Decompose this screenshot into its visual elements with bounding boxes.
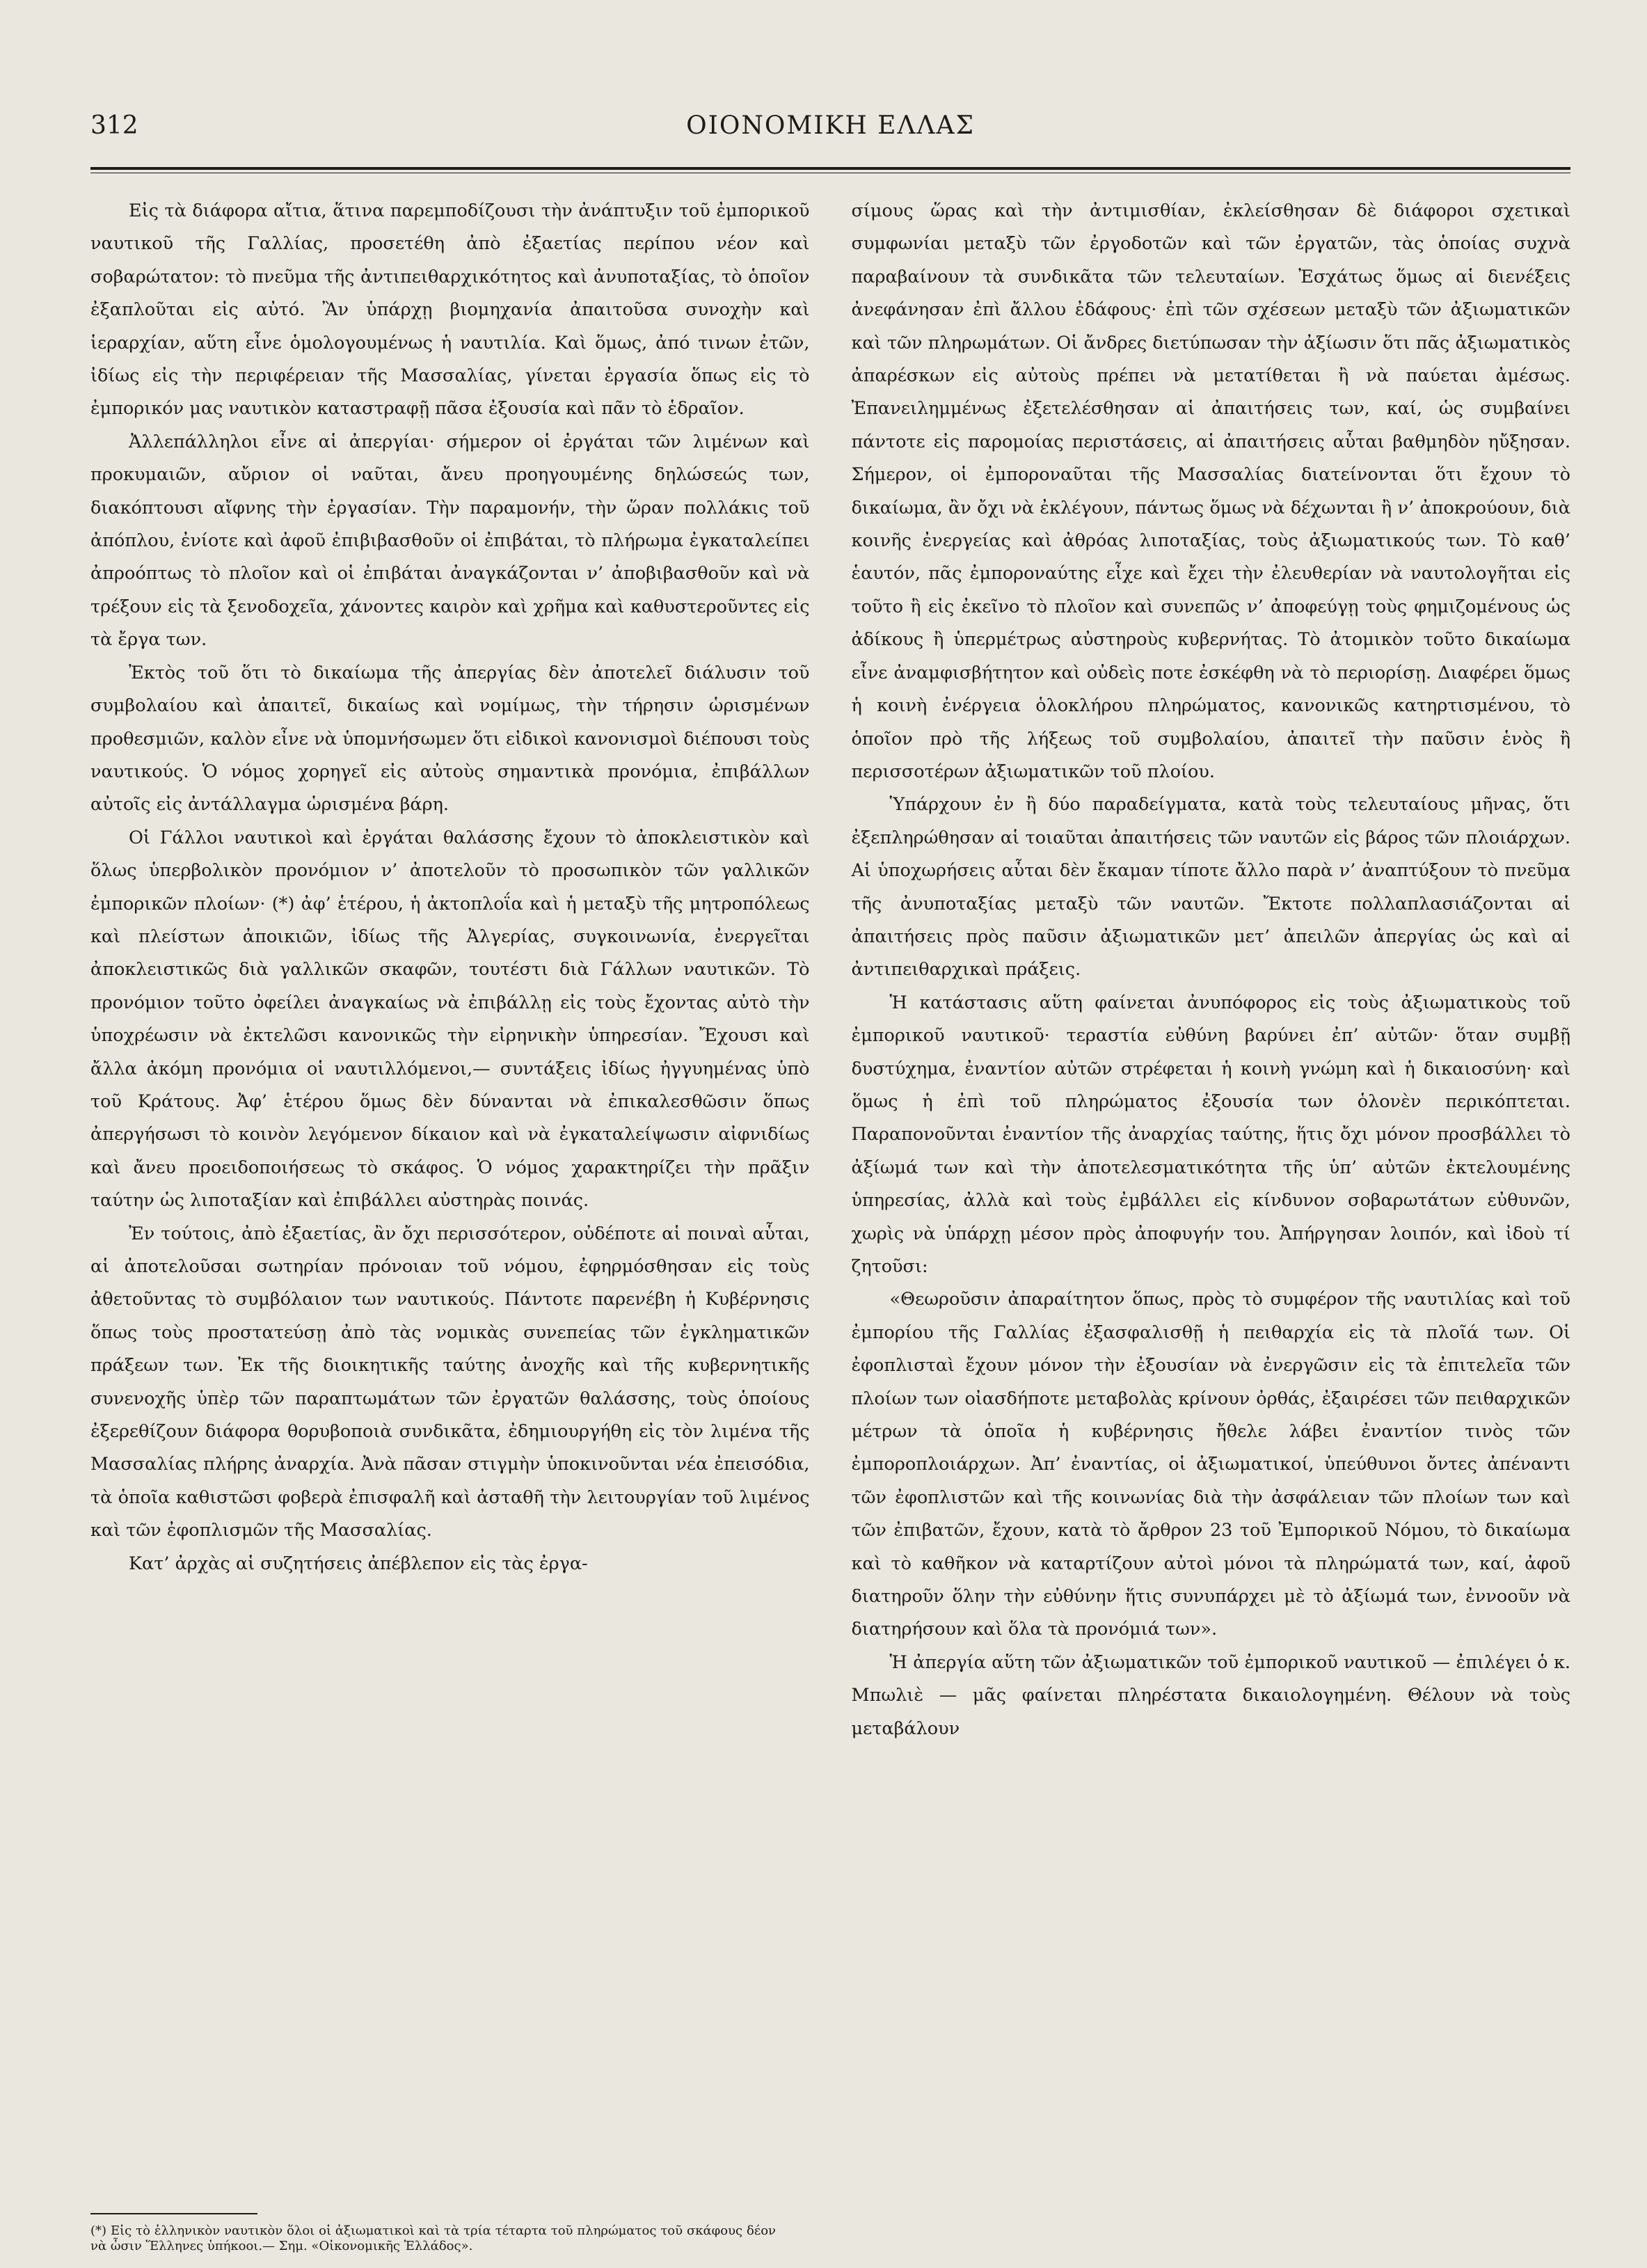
footnote-rule: [90, 2213, 257, 2214]
paragraph: Ἡ ἀπεργία αὕτη τῶν ἀξιωματικῶν τοῦ ἐμπορικοῦ ναυτικοῦ — ἐπιλέγει ὁ κ. Μπωλιὲ — μᾶς φαίνεται πληρέστατα δικαιολογημένη. Θέλουν νὰ τοὺς μεταβάλουν: [851, 1651, 1570, 1739]
paragraph: Ἐν τούτοις, ἀπὸ ἐξαετίας, ἂν ὄχι περισσότερον, οὐδέποτε αἱ ποιναὶ αὗται, αἱ ἀποτελοῦσαι σωτηρίαν πρόνοιαν τοῦ νόμου, ἐφηρμόσθησαν εἰς τοὺς ἀθετοῦντας τὸ συμβόλαιον των ναυτικούς. Πάντοτε παρενέβη ἡ Κυβέρνησις ὅπως τοὺς προστατεύσῃ ἀπὸ τὰς νομικὰς συνεπείας τῶν ἐγκληματικῶν πράξεων των. Ἐκ τῆς διοικητικῆς ταύτης ἀνοχῆς καὶ τῆς κυβερνητικῆς συνενοχῆς ὑπὲρ τῶν παραπτωμάτων τῶν ἐργατῶν θαλάσσης, τοὺς ὁποίους ἐξερεθίζουν διάφορα θορυβοποιὰ συνδικᾶτα, ἐδημιουργήθη εἰς τὸν λιμένα τῆς Μασσαλίας πλήρης ἀναρχία. Ἀνὰ πᾶσαν στιγμὴν ὑποκινοῦνται νέα ἐπεισόδια, τὰ ὁποῖα καθιστῶσι φοβερὰ ἐπισφαλῆ καὶ ἀσταθῆ τὴν λειτουργίαν τοῦ λιμένος καὶ τῶν ἐφοπλισμῶν τῆς Μασσαλίας.: [90, 1223, 810, 1541]
paragraph: Κατ’ ἀρχὰς αἱ συζητήσεις ἀπέβλεπον εἰς τὰς ἐργα-: [129, 1553, 588, 1574]
footnote: (*) Εἰς τὸ ἑλληνικὸν ναυτικὸν ὅλοι οἱ ἀξιωματικοὶ καὶ τὰ τρία τέταρτα τοῦ πληρώματος τοῦ σκάφους δέον νὰ ὦσιν Ἕλληνες ὑπήκοοι.— Σημ. «Οἰκονομικῆς Ἑλλάδος».: [90, 2223, 776, 2253]
paragraph: Οἱ Γάλλοι ναυτικοὶ καὶ ἐργάται θαλάσσης ἔχουν τὸ ἀποκλειστικὸν καὶ ὅλως ὑπερβολικὸν προνόμιον ν’ ἀποτελοῦν τὸ προσωπικὸν τῶν γαλλικῶν ἐμπορικῶν πλοίων· (*) ἀφ’ ἑτέρου, ἡ ἀκτοπλοΐα καὶ ἡ μεταξὺ τῆς μητροπόλεως καὶ πλείστων ἀποικιῶν, ἰδίως τῆς Ἀλγερίας, συγκοινωνία, ἐνεργεῖται ἀποκλειστικῶς διὰ γαλλικῶν σκαφῶν, τουτέστι διὰ Γάλλων ναυτικῶν. Τὸ προνόμιον τοῦτο ὀφείλει ἀναγκαίως νὰ ἐπιβάλλῃ εἰς τοὺς ἔχοντας αὐτὸ τὴν ὑποχρέωσιν νὰ ἐκτελῶσι κανονικῶς τὴν εἰρηνικὴν ὑπηρεσίαν. Ἔχουσι καὶ ἄλλα ἀκόμη προνόμια οἱ ναυτιλλόμενοι,— συντάξεις ἰδίως ἠγγυημένας ὑπὸ τοῦ Κράτους. Ἀφ’ ἑτέρου ὅμως δὲν δύνανται νὰ ἐπικαλεσθῶσιν ὅπως ἀπεργήσωσι τὸ κοινὸν λεγόμενον δίκαιον καὶ νὰ ἐγκαταλείψωσιν αἰφνιδίως καὶ ἄνευ προειδοποιήσεως τὸ σκάφος. Ὁ νόμος χαρακτηρίζει τὴν πρᾶξιν ταύτην ὡς λιποταξίαν καὶ ἐπιβάλλει αὐστηρὰς ποινάς.: [90, 827, 810, 1212]
paragraph: σίμους ὥρας καὶ τὴν ἀντιμισθίαν, ἐκλείσθησαν δὲ διάφοροι σχετικαὶ συμφωνίαι μεταξὺ τῶν ἐργοδοτῶν καὶ τῶν ἐργατῶν, τὰς ὁποίας συχνὰ παραβαίνουν τὰ συνδικᾶτα τῶν τελευταίων. Ἐσχάτως ὅμως αἱ διενέξεις ἀνεφάνησαν ἐπὶ ἄλλου ἐδάφους· ἐπὶ τῶν σχέσεων μεταξὺ τῶν ἀξιωματικῶν καὶ τῶν πληρωμάτων. Οἱ ἄνδρες διετύπωσαν τὴν ἀξίωσιν ὅτι πᾶς ἀξιωματικὸς ἀπαρέσκων εἰς αὐτοὺς πρέπει νὰ μετατίθεται ἢ νὰ παύεται ἀμέσως. Ἐπανειλημμένως ἐξετελέσθησαν αἱ ἀπαιτήσεις των, καί, ὡς συμβαίνει πάντοτε εἰς παρομοίας περιστάσεις, αἱ ἀπαιτήσεις αὗται βαθμηδὸν ηὔξησαν. Σήμερον, οἱ ἐμποροναῦται τῆς Μασσαλίας διατείνονται ὅτι ἔχουν τὸ δικαίωμα, ἂν ὄχι νὰ ἐκλέγουν, πάντως ὅμως νὰ δέχωνται ἢ ν’ ἀποκρούουν, διὰ κοινῆς ἐνεργείας καὶ ἀθρόας λιποταξίας, τοὺς ἀξιωματικούς των. Τὸ καθ’ ἑαυτόν, πᾶς ἐμποροναύτης εἶχε καὶ ἔχει τὴν ἐλευθερίαν νὰ ναυτολογῆται εἰς τοῦτο ἢ εἰς ἐκεῖνο τὸ πλοῖον καὶ συνεπῶς ν’ ἀποφεύγῃ τοὺς φημιζομένους ὡς ἀδίκους ἢ ὑπερμέτρως αὐστηροὺς κυβερνήτας. Τὸ ἀτομικὸν τοῦτο δικαίωμα εἶνε ἀναμφισβήτητον καὶ οὐδεὶς ποτε ἐσκέφθη νὰ τὸ περιορίσῃ. Διαφέρει ὅμως ἡ κοινὴ ἐνέργεια ὁλοκλήρου πληρώματος, κανονικῶς κατηρτισμένου, τὸ ὁποῖον πρὸ τῆς λήξεως τοῦ συμβολαίου, ἀπαιτεῖ τὴν παῦσιν ἑνὸς ἢ περισσοτέρων ἀξιωματικῶν τοῦ πλοίου.: [851, 200, 1570, 782]
header-rule: [90, 167, 1570, 173]
paragraph: Ὑπάρχουν ἐν ἢ δύο παραδείγματα, κατὰ τοὺς τελευταίους μῆνας, ὅτι ἐξεπληρώθησαν αἱ τοιαῦται ἀπαιτήσεις τῶν ναυτῶν εἰς βάρος τῶν πλοιάρχων. Αἱ ὑποχωρήσεις αὗται δὲν ἔκαμαν τίποτε ἄλλο παρὰ ν’ ἀναπτύξουν τὸ πνεῦμα τῆς ἀνυποταξίας μεταξὺ τῶν ναυτῶν. Ἔκτοτε πολλαπλασιάζονται αἱ ἀπαιτήσεις πρὸς παῦσιν ἀξιωματικῶν μετ’ ἀπειλῶν ἀπεργίας ὡς καὶ αἱ ἀντιπειθαρχικαὶ πράξεις.: [851, 794, 1570, 981]
left-column: [90, 195, 810, 1745]
paragraph: Ἀλλεπάλληλοι εἶνε αἱ ἀπεργίαι· σήμερον οἱ ἐργάται τῶν λιμένων καὶ προκυμαιῶν, αὔριον οἱ ναῦται, ἄνευ προηγουμένης δηλώσεώς των, διακόπτουσι αἴφνης τὴν ἐργασίαν. Τὴν παραμονήν, τὴν ὥραν πολλάκις τοῦ ἀπόπλου, ἐνίοτε καὶ ἀφοῦ ἐπιβιβασθοῦν οἱ ἐπιβάται, τὸ πλήρωμα ἐγκαταλείπει ἀπροόπτως τὸ πλοῖον καὶ οἱ ἐπιβάται ἀναγκάζονται ν’ ἀποβιβασθοῦν καὶ νὰ τρέξουν εἰς τὰ ξενοδοχεῖα, χάνοντες καιρὸν καὶ χρῆμα καὶ καθυστεροῦντες εἰς τὰ ἔργα των.: [90, 431, 810, 651]
running-title: ΟΙΟΝΟΜΙΚΗ ΕΛΛΑΣ: [686, 111, 975, 140]
right-column: [852, 195, 1571, 1745]
paragraph: «Θεωροῦσιν ἀπαραίτητον ὅπως, πρὸς τὸ συμφέρον τῆς ναυτιλίας καὶ τοῦ ἐμπορίου τῆς Γαλλίας ἐξασφαλισθῇ ἡ πειθαρχία εἰς τὰ πλοῖά των. Οἱ ἐφοπλισταὶ ἔχουν μόνον τὴν ἐξουσίαν νὰ ἐνεργῶσιν εἰς τὰ ἐπιτελεῖα τῶν πλοίων των οἰασδήποτε μεταβολὰς κρίνουν ὀρθάς, ἐξαιρέσει τῶν πειθαρχικῶν μέτρων τὰ ὁποῖα ἡ κυβέρνησις ἤθελε λάβει ἐναντίον τινὸς τῶν ἐμποροπλοιάρχων. Ἀπ’ ἐναντίας, οἱ ἀξιωματικοί, ὑπεύθυνοι ὄντες ἀπέναντι τῶν ἐφοπλιστῶν καὶ τῆς κοινωνίας διὰ τὴν ἀσφάλειαν τῶν πλοίων των καὶ τῶν ἐπιβατῶν, ἔχουν, κατὰ τὸ ἄρθρον 23 τοῦ Ἐμπορικοῦ Νόμου, τὸ δικαίωμα καὶ τὸ καθῆκον νὰ καταρτίζουν αὐτοὶ μόνοι τὰ πληρώματά των, καί, ἀφοῦ διατηροῦν ὅλην τὴν εὐθύνην ἥτις συνυπάρχει μὲ τὸ ἀξίωμά των, ἐννοοῦν νὰ διατηρήσουν καὶ ὅλα τὰ προνόμιά των».: [851, 1289, 1570, 1640]
paragraph: Ἐκτὸς τοῦ ὅτι τὸ δικαίωμα τῆς ἀπεργίας δὲν ἀποτελεῖ διάλυσιν τοῦ συμβολαίου καὶ ἀπαιτεῖ, δικαίως καὶ νομίμως, τὴν τήρησιν ὡρισμένων προθεσμιῶν, καλὸν εἶνε νὰ ὑπομνήσωμεν ὅτι εἰδικοὶ κανονισμοὶ διέπουσι τοὺς ναυτικούς. Ὁ νόμος χορηγεῖ εἰς αὐτοὺς σημαντικὰ προνόμια, ἐπιβάλλων αὐτοῖς εἰς ἀντάλλαγμα ὡρισμένα βάρη.: [90, 662, 810, 816]
page-number: 312: [90, 111, 138, 140]
paragraph: Εἰς τὰ διάφορα αἴτια, ἅτινα παρεμποδίζουσι τὴν ἀνάπτυξιν τοῦ ἐμπορικοῦ ναυτικοῦ τῆς Γαλλίας, προσετέθη ἀπὸ ἐξαετίας περίπου νέον καὶ σοβαρώτατον: τὸ πνεῦμα τῆς ἀντιπειθαρχικότητος καὶ ἀνυποταξίας, τὸ ὁποῖον ἐξαπλοῦται εἰς αὐτό. Ἂν ὑπάρχῃ βιομηχανία ἀπαιτοῦσα συνοχὴν καὶ ἱεραρχίαν, αὕτη εἶνε ὁμολογουμένως ἡ ναυτιλία. Καὶ ὅμως, ἀπό τινων ἐτῶν, ἰδίως εἰς τὴν περιφέρειαν τῆς Μασσαλίας, γίνεται ἐργασία ὅπως εἰς τὸ ἐμπορικόν μας ναυτικὸν καταστραφῇ πᾶσα ἐξουσία καὶ πᾶν τὸ ἑδραῖον.: [90, 200, 810, 420]
paragraph: Ἡ κατάστασις αὕτη φαίνεται ἀνυπόφορος εἰς τοὺς ἀξιωματικοὺς τοῦ ἐμπορικοῦ ναυτικοῦ· τεραστία εὐθύνη βαρύνει ἐπ’ αὐτῶν· ὅταν συμβῇ δυστύχημα, ἐναντίον αὐτῶν στρέφεται ἡ κοινὴ γνώμη καὶ ἡ δικαιοσύνη· καὶ ὅμως ἡ ἐπὶ τοῦ πληρώματος ἐξουσία των ὁλονὲν περικόπτεται. Παραπονοῦνται ἐναντίον τῆς ἀναρχίας ταύτης, ἥτις ὄχι μόνον προσβάλλει τὸ ἀξίωμά των καὶ τὴν ἀποτελεσματικότητα τῆς ὑπ’ αὐτῶν ἐκτελουμένης ὑπηρεσίας, ἀλλὰ καὶ τοὺς ἐμβάλλει εἰς κίνδυνον σοβαρωτάτων εὐθυνῶν, χωρὶς νὰ ὑπάρχῃ μέσον πρὸς ἀποφυγήν του. Ἀπήργησαν λοιπόν, καὶ ἰδοὺ τί ζητοῦσι:: [851, 992, 1570, 1277]
page-header: [90, 111, 1570, 153]
text-columns: [90, 195, 1570, 1745]
